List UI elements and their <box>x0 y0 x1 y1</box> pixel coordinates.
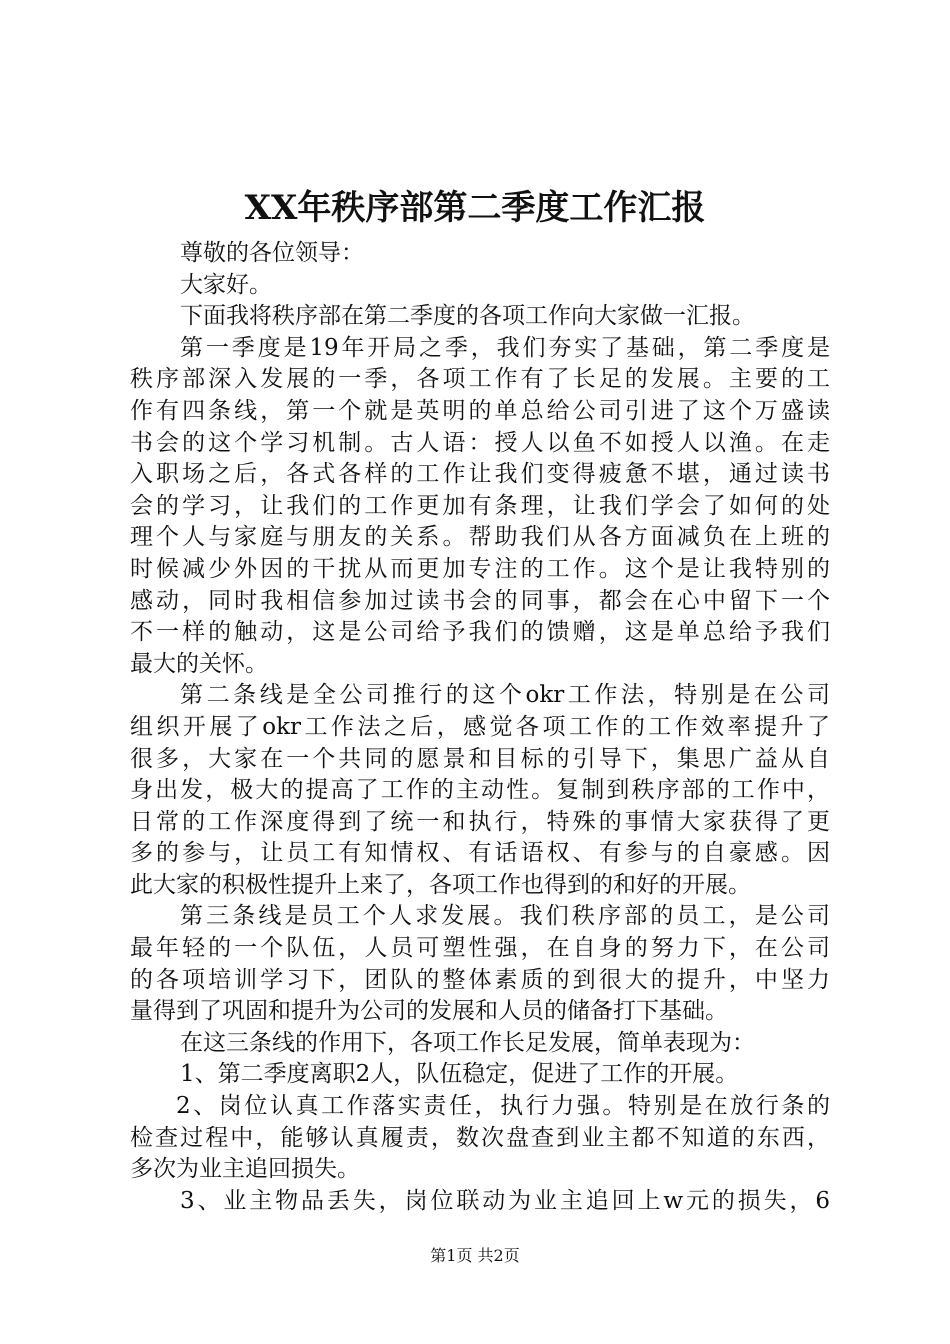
paragraph-line: 尊敬的各位领导： <box>180 240 364 266</box>
paragraph-line: 此大家的积极性提升上来了，各项工作也得到的和好的开展。 <box>130 871 751 898</box>
paragraph-line: 1、第二季度离职2人，队伍稳定，促进了工作的开展。 <box>180 1061 739 1088</box>
paragraph-line: 多的参与，让员工有知情权、有话语权、有参与的自豪感。因 <box>130 840 830 867</box>
paragraph-line: 第二条线是全公司推行的这个okr工作法，特别是在公司 <box>180 682 830 709</box>
paragraph-line: 下面我将秩序部在第二季度的各项工作向大家做一汇报。 <box>180 303 755 330</box>
paragraph-line: 最年轻的一个队伍，人员可塑性强，在自身的努力下，在公司 <box>130 935 830 962</box>
paragraph-line: 身出发，极大的提高了工作的主动性。复制到秩序部的工作中， <box>130 777 830 804</box>
paragraph-line: 的各项培训学习下，团队的整体素质的到很大的提升，中坚力 <box>130 966 830 993</box>
paragraph-line: 会的学习，让我们的工作更加有条理，让我们学会了如何的处 <box>130 492 830 519</box>
paragraph-line: 理个人与家庭与朋友的关系。帮助我们从各方面减负在上班的 <box>130 524 830 551</box>
paragraph-line: 3、业主物品丢失，岗位联动为业主追回上w元的损失，6 <box>180 1187 830 1214</box>
paragraph-line: 不一样的触动，这是公司给予我们的馈赠，这是单总给予我们 <box>130 619 830 646</box>
paragraph-line: 组织开展了okr工作法之后，感觉各项工作的工作效率提升了 <box>130 713 830 740</box>
paragraph-line: 入职场之后，各式各样的工作让我们变得疲惫不堪，通过读书 <box>130 461 830 488</box>
paragraph-line: 时候减少外因的干扰从而更加专注的工作。这个是让我特别的 <box>130 555 830 582</box>
paragraph-line: 感动，同时我相信参加过读书会的同事，都会在心中留下一个 <box>130 587 830 614</box>
paragraph-line: 量得到了巩固和提升为公司的发展和人员的储备打下基础。 <box>130 998 728 1025</box>
paragraph-line: 多次为业主追回损失。 <box>130 1156 360 1183</box>
paragraph-line: 作有四条线，第一个就是英明的单总给公司引进了这个万盛读 <box>130 397 830 424</box>
paragraph-line: 秩序部深入发展的一季，各项工作有了长足的发展。主要的工 <box>130 366 830 393</box>
paragraph-line: 2、岗位认真工作落实责任，执行力强。特别是在放行条的 <box>176 1093 830 1120</box>
paragraph-line: 书会的这个学习机制。古人语：授人以鱼不如授人以渔。在走 <box>130 429 830 456</box>
page-footer: 第1页 共2页 <box>430 1246 520 1265</box>
paragraph-line: 第三条线是员工个人求发展。我们秩序部的员工，是公司 <box>180 903 830 930</box>
paragraph-line: 日常的工作深度得到了统一和执行，特殊的事情大家获得了更 <box>130 808 830 835</box>
document-title: XX年秩序部第二季度工作汇报 <box>244 188 706 228</box>
paragraph-line: 检查过程中，能够认真履责，数次盘查到业主都不知道的东西， <box>130 1124 830 1151</box>
document-body <box>130 238 830 1217</box>
paragraph-line: 在这三条线的作用下，各项工作长足发展，简单表现为： <box>180 1029 755 1056</box>
paragraph-line: 大家好。 <box>180 271 272 298</box>
paragraph-line: 最大的关怀。 <box>130 650 268 677</box>
paragraph-line: 第一季度是19年开局之季，我们夯实了基础，第二季度是 <box>180 334 830 361</box>
paragraph-line: 很多，大家在一个共同的愿景和目标的引导下，集思广益从自 <box>130 745 830 772</box>
